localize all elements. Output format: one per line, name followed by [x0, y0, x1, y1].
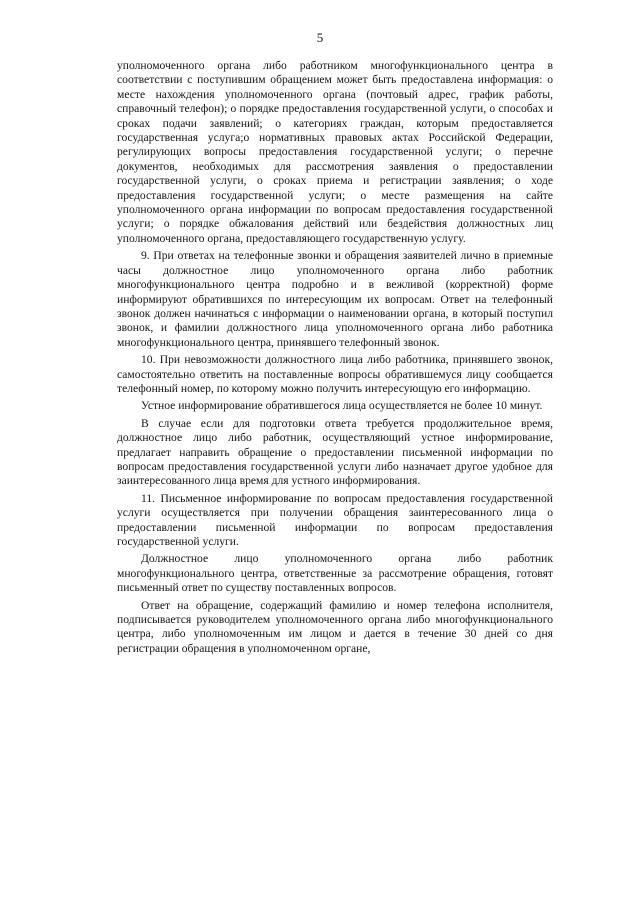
paragraph-response-signing: Ответ на обращение, содержащий фамилию и номер телефона исполнителя, подписывается руководителем уполномоченного органа либо многофункционального центра, либо уполномоченным им лицом и дается в течение 30 дней со дня регистрации обращения в уполномоченном органе, — [117, 598, 553, 655]
paragraph-responsible-official: Должностное лицо уполномоченного органа либо работник многофункционального центра, ответственные за рассмотрение обращения, готовят письменный ответ по существу поставленных вопросов. — [117, 552, 553, 595]
document-body — [117, 59, 553, 659]
paragraph-9: 9. При ответах на телефонные звонки и обращения заявителей лично в приемные часы должностное лицо уполномоченного органа либо работник многофункционального центра подробно и в вежливой (корректной) форме информируют обратившихся по интересующим их вопросам. Ответ на телефонный звонок должен начинаться с информации о наименовании органа, в который поступил звонок, и фамилии должностного лица уполномоченного органа либо работника многофункционального центра, принявшего телефонный звонок. — [117, 249, 553, 349]
paragraph-11: 11. Письменное информирование по вопросам предоставления государственной услуги осуществляется при получении обращения заинтересованного лица о предоставлении письменной информации по вопросам предоставления государственной услуги. — [117, 491, 553, 548]
paragraph-extended-time: В случае если для подготовки ответа требуется продолжительное время, должностное лицо либо работник, осуществляющий устное информирование, предлагает направить обращение о предоставлении письменной информации по вопросам предоставления государственной услуги либо назначает другое удобное для заинтересованного лица время для устного информирования. — [117, 416, 553, 488]
page-number: 5 — [316, 30, 324, 45]
paragraph-continuation: уполномоченного органа либо работником многофункционального центра в соответствии с поступившим обращением может быть предоставлена информация: о месте нахождения уполномоченного органа (почтовый адрес, график работы, справочный телефон); о порядке предоставления государственной услуги, о способах и сроках подачи заявлений; о категориях граждан, которым предоставляется государственная услуга;о нормативных правовых актах Российской Федерации, регулирующих вопросы предоставления государственной услуги; о перечне документов, необходимых для рассмотрения заявления о предоставлении государственной услуги, о сроках приема и регистрации заявления; о ходе предоставления государственной услуги; о месте размещения на сайте уполномоченного органа информации по вопросам предоставления государственной услуги; о порядке обжалования действий или бездействия должностных лиц уполномоченного органа, предоставляющего государственную услугу. — [117, 59, 553, 245]
paragraph-10: 10. При невозможности должностного лица либо работника, принявшего звонок, самостоятельно ответить на поставленные вопросы обратившемуся лицу сообщается телефонный номер, по которому можно получить интересующую его информацию. — [117, 353, 553, 395]
paragraph-oral-limit: Устное информирование обратившегося лица осуществляется не более 10 минут. — [141, 399, 543, 413]
